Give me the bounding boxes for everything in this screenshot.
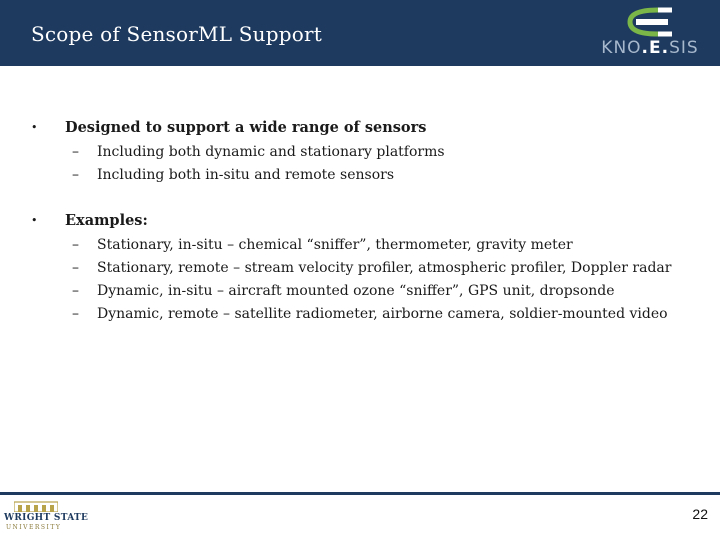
sub-dash: – — [72, 237, 79, 253]
bullet-dot: • — [31, 214, 38, 227]
building-icon — [14, 500, 58, 512]
knoesis-logo — [590, 6, 710, 62]
sub-item — [0, 281, 720, 304]
slide-header — [0, 0, 720, 66]
page-number: 22 — [692, 506, 708, 522]
sub-dash: – — [72, 260, 79, 276]
sub-text: Dynamic, in-situ – aircraft mounted ozone “sniffer”, GPS unit, dropsonde — [97, 283, 615, 299]
sub-item — [0, 142, 720, 165]
sub-text: Stationary, remote – stream velocity profiler, atmospheric profiler, Doppler radar — [97, 260, 672, 276]
sub-item — [0, 258, 720, 281]
footer-divider — [0, 492, 720, 495]
sub-item — [0, 235, 720, 258]
bullet-group — [0, 115, 720, 188]
sub-dash: – — [72, 306, 79, 322]
bullet-dot: • — [31, 121, 38, 134]
sub-dash: – — [72, 283, 79, 299]
knoesis-e-mark-icon — [590, 6, 710, 40]
bullet-text: Examples: — [65, 212, 148, 229]
bullet-text: Designed to support a wide range of sensors — [65, 119, 427, 136]
sub-dash: – — [72, 167, 79, 183]
sub-item — [0, 165, 720, 188]
sub-item — [0, 304, 720, 327]
sub-text: Stationary, in-situ – chemical “sniffer”, thermometer, gravity meter — [97, 237, 573, 253]
sub-text: Including both dynamic and stationary platforms — [97, 144, 445, 160]
slide-body — [0, 115, 720, 347]
sub-text: Including both in-situ and remote sensors — [97, 167, 395, 183]
university-name: WRIGHT STATE — [4, 513, 89, 523]
sub-text: Dynamic, remote – satellite radiometer, airborne camera, soldier-mounted video — [97, 306, 668, 322]
bullet-group — [0, 208, 720, 327]
slide-title: Scope of SensorML Support — [31, 22, 322, 46]
sub-dash: – — [72, 144, 79, 160]
university-subtitle: UNIVERSITY — [6, 524, 62, 531]
bullet-item — [0, 115, 720, 142]
wright-state-logo — [4, 500, 89, 536]
bullet-item — [0, 208, 720, 235]
knoesis-wordmark: KNO.E.SIS — [601, 38, 699, 58]
